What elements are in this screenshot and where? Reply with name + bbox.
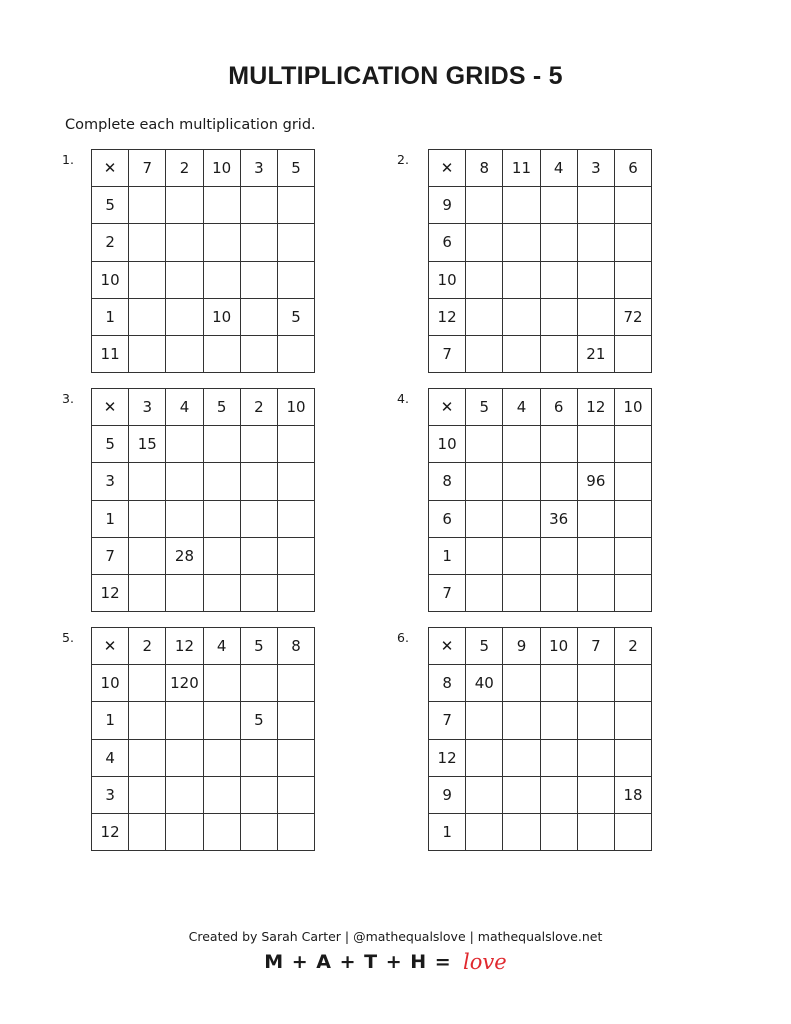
answer-cell-blank[interactable] — [166, 298, 203, 335]
column-header: 8 — [466, 150, 503, 187]
answer-cell-given: 5 — [277, 298, 314, 335]
answer-cell-blank[interactable] — [466, 187, 503, 224]
answer-cell-blank[interactable] — [466, 702, 503, 739]
multiplication-grid — [428, 149, 652, 373]
grid-row — [429, 702, 652, 739]
grid-row — [92, 665, 315, 702]
answer-cell-given: 36 — [540, 500, 577, 537]
answer-cell-blank[interactable] — [166, 500, 203, 537]
column-header: 5 — [466, 389, 503, 426]
column-header: 10 — [614, 389, 651, 426]
grid-row — [92, 224, 315, 261]
answer-cell-blank[interactable] — [203, 776, 240, 813]
answer-cell-blank[interactable] — [166, 261, 203, 298]
grid-row — [92, 813, 315, 850]
grid-header-row — [429, 389, 652, 426]
column-header: 9 — [503, 628, 540, 665]
column-header: 2 — [240, 389, 277, 426]
answer-cell-blank[interactable] — [540, 665, 577, 702]
problem-number: 6. — [397, 630, 409, 645]
grid-row — [429, 335, 652, 372]
page-title: MULTIPLICATION GRIDS - 5 — [228, 62, 563, 90]
answer-cell-blank[interactable] — [503, 426, 540, 463]
answer-cell-blank[interactable] — [503, 463, 540, 500]
answer-cell-blank[interactable] — [577, 298, 614, 335]
row-header: 1 — [92, 500, 129, 537]
row-header: 2 — [92, 224, 129, 261]
answer-cell-blank[interactable] — [466, 426, 503, 463]
answer-cell-blank[interactable] — [240, 187, 277, 224]
grid-row — [92, 574, 315, 611]
grid-row — [92, 739, 315, 776]
answer-cell-blank[interactable] — [240, 261, 277, 298]
answer-cell-blank[interactable] — [240, 665, 277, 702]
answer-cell-blank[interactable] — [240, 813, 277, 850]
answer-cell-blank[interactable] — [466, 335, 503, 372]
answer-cell-blank[interactable] — [503, 224, 540, 261]
answer-cell-blank[interactable] — [577, 500, 614, 537]
answer-cell-blank[interactable] — [540, 574, 577, 611]
column-header: 2 — [166, 150, 203, 187]
row-header: 1 — [92, 702, 129, 739]
answer-cell-blank[interactable] — [577, 702, 614, 739]
answer-cell-blank[interactable] — [240, 426, 277, 463]
grid-row — [429, 224, 652, 261]
answer-cell-blank[interactable] — [240, 776, 277, 813]
grid-row — [92, 500, 315, 537]
answer-cell-blank[interactable] — [466, 298, 503, 335]
answer-cell-blank[interactable] — [466, 739, 503, 776]
answer-cell-blank[interactable] — [203, 574, 240, 611]
answer-cell-blank[interactable] — [166, 813, 203, 850]
answer-cell-blank[interactable] — [466, 224, 503, 261]
column-header: 3 — [240, 150, 277, 187]
answer-cell-blank[interactable] — [614, 813, 651, 850]
row-header: 12 — [92, 813, 129, 850]
column-header: 2 — [614, 628, 651, 665]
answer-cell-blank[interactable] — [166, 426, 203, 463]
answer-cell-blank[interactable] — [166, 335, 203, 372]
answer-cell-blank[interactable] — [577, 187, 614, 224]
answer-cell-blank[interactable] — [240, 739, 277, 776]
grid-row — [92, 261, 315, 298]
answer-cell-blank[interactable] — [240, 500, 277, 537]
column-header: 5 — [466, 628, 503, 665]
answer-cell-blank[interactable] — [240, 574, 277, 611]
column-header: 4 — [203, 628, 240, 665]
row-header: 7 — [429, 702, 466, 739]
column-header: 10 — [277, 389, 314, 426]
answer-cell-blank[interactable] — [540, 426, 577, 463]
answer-cell-blank[interactable] — [503, 537, 540, 574]
problem-number: 2. — [397, 152, 409, 167]
answer-cell-blank[interactable] — [129, 224, 166, 261]
column-header: 7 — [129, 150, 166, 187]
answer-cell-blank[interactable] — [540, 261, 577, 298]
grid-row — [429, 463, 652, 500]
answer-cell-blank[interactable] — [166, 776, 203, 813]
row-header: 8 — [429, 463, 466, 500]
row-header: 4 — [92, 739, 129, 776]
multiplication-grid — [91, 149, 315, 373]
problem-number: 1. — [62, 152, 74, 167]
grid-row — [92, 426, 315, 463]
answer-cell-blank[interactable] — [166, 187, 203, 224]
answer-cell-given: 72 — [614, 298, 651, 335]
grid-row — [429, 187, 652, 224]
grid-header-row — [92, 389, 315, 426]
column-header: 5 — [277, 150, 314, 187]
answer-cell-blank[interactable] — [203, 813, 240, 850]
answer-cell-blank[interactable] — [240, 537, 277, 574]
answer-cell-blank[interactable] — [540, 776, 577, 813]
answer-cell-blank[interactable] — [614, 665, 651, 702]
answer-cell-blank[interactable] — [614, 739, 651, 776]
answer-cell-blank[interactable] — [203, 702, 240, 739]
column-header: 4 — [503, 389, 540, 426]
problem-number: 3. — [62, 391, 74, 406]
answer-cell-blank[interactable] — [614, 335, 651, 372]
answer-cell-blank[interactable] — [129, 500, 166, 537]
answer-cell-blank[interactable] — [240, 463, 277, 500]
answer-cell-blank[interactable] — [614, 426, 651, 463]
grid-row — [429, 813, 652, 850]
row-header: 5 — [92, 187, 129, 224]
answer-cell-blank[interactable] — [466, 500, 503, 537]
answer-cell-blank[interactable] — [503, 702, 540, 739]
answer-cell-blank[interactable] — [129, 537, 166, 574]
row-header: 7 — [92, 537, 129, 574]
answer-cell-given: 18 — [614, 776, 651, 813]
column-header: 8 — [277, 628, 314, 665]
answer-cell-blank[interactable] — [277, 224, 314, 261]
multiply-icon: ✕ — [429, 150, 466, 187]
answer-cell-blank[interactable] — [503, 298, 540, 335]
answer-cell-blank[interactable] — [129, 665, 166, 702]
answer-cell-blank[interactable] — [540, 813, 577, 850]
logo-love-word: love — [462, 950, 507, 974]
problem-number: 4. — [397, 391, 409, 406]
answer-cell-blank[interactable] — [614, 224, 651, 261]
row-header: 10 — [429, 426, 466, 463]
answer-cell-blank[interactable] — [277, 574, 314, 611]
column-header: 11 — [503, 150, 540, 187]
answer-cell-blank[interactable] — [203, 224, 240, 261]
answer-cell-blank[interactable] — [503, 335, 540, 372]
column-header: 6 — [614, 150, 651, 187]
grid-row — [92, 463, 315, 500]
answer-cell-blank[interactable] — [277, 537, 314, 574]
multiplication-grid — [428, 627, 652, 851]
grid-row — [429, 426, 652, 463]
answer-cell-blank[interactable] — [277, 739, 314, 776]
answer-cell-blank[interactable] — [503, 574, 540, 611]
answer-cell-blank[interactable] — [577, 537, 614, 574]
answer-cell-blank[interactable] — [277, 426, 314, 463]
answer-cell-blank[interactable] — [129, 298, 166, 335]
column-header: 12 — [577, 389, 614, 426]
answer-cell-blank[interactable] — [577, 426, 614, 463]
answer-cell-blank[interactable] — [503, 187, 540, 224]
answer-cell-blank[interactable] — [277, 813, 314, 850]
grid-row — [429, 574, 652, 611]
answer-cell-blank[interactable] — [203, 187, 240, 224]
answer-cell-blank[interactable] — [129, 187, 166, 224]
grid-row — [92, 537, 315, 574]
row-header: 6 — [429, 224, 466, 261]
answer-cell-blank[interactable] — [203, 426, 240, 463]
row-header: 10 — [429, 261, 466, 298]
answer-cell-blank[interactable] — [203, 261, 240, 298]
grid-row — [92, 702, 315, 739]
answer-cell-blank[interactable] — [577, 224, 614, 261]
row-header: 8 — [429, 665, 466, 702]
answer-cell-blank[interactable] — [577, 776, 614, 813]
answer-cell-blank[interactable] — [203, 739, 240, 776]
row-header: 10 — [92, 665, 129, 702]
answer-cell-blank[interactable] — [129, 261, 166, 298]
row-header: 12 — [429, 739, 466, 776]
answer-cell-blank[interactable] — [577, 261, 614, 298]
answer-cell-blank[interactable] — [240, 335, 277, 372]
answer-cell-blank[interactable] — [540, 224, 577, 261]
row-header: 11 — [92, 335, 129, 372]
answer-cell-blank[interactable] — [203, 500, 240, 537]
grid-row — [92, 298, 315, 335]
answer-cell-blank[interactable] — [129, 574, 166, 611]
column-header: 7 — [577, 628, 614, 665]
answer-cell-blank[interactable] — [503, 261, 540, 298]
answer-cell-blank[interactable] — [277, 665, 314, 702]
grid-row — [92, 187, 315, 224]
answer-cell-blank[interactable] — [203, 537, 240, 574]
answer-cell-given: 28 — [166, 537, 203, 574]
multiplication-grid — [91, 388, 315, 612]
answer-cell-blank[interactable] — [240, 224, 277, 261]
answer-cell-given: 21 — [577, 335, 614, 372]
answer-cell-blank[interactable] — [277, 500, 314, 537]
multiplication-grid — [91, 627, 315, 851]
answer-cell-blank[interactable] — [466, 463, 503, 500]
grid-row — [429, 665, 652, 702]
answer-cell-blank[interactable] — [129, 702, 166, 739]
answer-cell-blank[interactable] — [503, 665, 540, 702]
footer-credit: Created by Sarah Carter | @mathequalslove | mathequalslove.net — [188, 929, 603, 944]
answer-cell-blank[interactable] — [166, 739, 203, 776]
answer-cell-blank[interactable] — [203, 335, 240, 372]
row-header: 1 — [429, 537, 466, 574]
grid-header-row — [92, 150, 315, 187]
answer-cell-blank[interactable] — [577, 739, 614, 776]
column-header: 5 — [240, 628, 277, 665]
answer-cell-blank[interactable] — [614, 187, 651, 224]
answer-cell-blank[interactable] — [540, 187, 577, 224]
answer-cell-blank[interactable] — [503, 813, 540, 850]
answer-cell-given: 96 — [577, 463, 614, 500]
answer-cell-blank[interactable] — [540, 702, 577, 739]
answer-cell-blank[interactable] — [614, 463, 651, 500]
answer-cell-blank[interactable] — [277, 335, 314, 372]
answer-cell-blank[interactable] — [614, 574, 651, 611]
answer-cell-blank[interactable] — [503, 739, 540, 776]
answer-cell-blank[interactable] — [503, 500, 540, 537]
row-header: 5 — [92, 426, 129, 463]
answer-cell-blank[interactable] — [466, 574, 503, 611]
answer-cell-blank[interactable] — [166, 224, 203, 261]
column-header: 12 — [166, 628, 203, 665]
answer-cell-blank[interactable] — [466, 813, 503, 850]
answer-cell-blank[interactable] — [277, 702, 314, 739]
answer-cell-blank[interactable] — [166, 574, 203, 611]
answer-cell-given: 15 — [129, 426, 166, 463]
answer-cell-blank[interactable] — [277, 187, 314, 224]
row-header: 1 — [92, 298, 129, 335]
answer-cell-blank[interactable] — [540, 537, 577, 574]
answer-cell-blank[interactable] — [466, 776, 503, 813]
answer-cell-blank[interactable] — [277, 776, 314, 813]
grid-row — [429, 739, 652, 776]
answer-cell-blank[interactable] — [540, 463, 577, 500]
multiply-icon: ✕ — [429, 628, 466, 665]
answer-cell-blank[interactable] — [129, 739, 166, 776]
multiply-icon: ✕ — [429, 389, 466, 426]
multiply-icon: ✕ — [92, 150, 129, 187]
answer-cell-blank[interactable] — [466, 261, 503, 298]
math-equals-love-logo — [0, 949, 791, 975]
answer-cell-blank[interactable] — [614, 702, 651, 739]
row-header: 3 — [92, 776, 129, 813]
row-header: 9 — [429, 187, 466, 224]
grid-row — [92, 335, 315, 372]
logo-letters: M + A + T + H = — [264, 951, 452, 973]
answer-cell-blank[interactable] — [277, 463, 314, 500]
instructions: Complete each multiplication grid. — [65, 117, 316, 133]
grid-header-row — [429, 628, 652, 665]
answer-cell-blank[interactable] — [129, 813, 166, 850]
row-header: 3 — [92, 463, 129, 500]
answer-cell-blank[interactable] — [240, 298, 277, 335]
answer-cell-blank[interactable] — [466, 537, 503, 574]
grid-header-row — [429, 150, 652, 187]
column-header: 3 — [577, 150, 614, 187]
answer-cell-blank[interactable] — [503, 776, 540, 813]
answer-cell-blank[interactable] — [129, 335, 166, 372]
grid-row — [429, 261, 652, 298]
answer-cell-blank[interactable] — [614, 500, 651, 537]
answer-cell-blank[interactable] — [129, 776, 166, 813]
row-header: 7 — [429, 335, 466, 372]
multiply-icon: ✕ — [92, 628, 129, 665]
row-header: 7 — [429, 574, 466, 611]
row-header: 1 — [429, 813, 466, 850]
answer-cell-given: 5 — [240, 702, 277, 739]
row-header: 12 — [92, 574, 129, 611]
answer-cell-given: 40 — [466, 665, 503, 702]
row-header: 9 — [429, 776, 466, 813]
row-header: 12 — [429, 298, 466, 335]
row-header: 10 — [92, 261, 129, 298]
logo-love-script — [461, 949, 527, 975]
multiplication-grid — [428, 388, 652, 612]
grid-row — [429, 298, 652, 335]
answer-cell-blank[interactable] — [166, 463, 203, 500]
answer-cell-blank[interactable] — [540, 335, 577, 372]
column-header: 4 — [166, 389, 203, 426]
column-header: 10 — [540, 628, 577, 665]
grid-row — [429, 500, 652, 537]
answer-cell-blank[interactable] — [614, 537, 651, 574]
answer-cell-blank[interactable] — [540, 298, 577, 335]
answer-cell-given: 10 — [203, 298, 240, 335]
answer-cell-blank[interactable] — [577, 574, 614, 611]
column-header: 2 — [129, 628, 166, 665]
column-header: 10 — [203, 150, 240, 187]
answer-cell-blank[interactable] — [129, 463, 166, 500]
answer-cell-blank[interactable] — [277, 261, 314, 298]
multiply-icon: ✕ — [92, 389, 129, 426]
grid-row — [429, 537, 652, 574]
column-header: 5 — [203, 389, 240, 426]
grid-row — [92, 776, 315, 813]
grid-row — [429, 776, 652, 813]
row-header: 6 — [429, 500, 466, 537]
answer-cell-blank[interactable] — [166, 702, 203, 739]
column-header: 6 — [540, 389, 577, 426]
column-header: 3 — [129, 389, 166, 426]
answer-cell-blank[interactable] — [203, 463, 240, 500]
answer-cell-blank[interactable] — [540, 739, 577, 776]
answer-cell-given: 120 — [166, 665, 203, 702]
problem-number: 5. — [62, 630, 74, 645]
answer-cell-blank[interactable] — [614, 261, 651, 298]
grid-header-row — [92, 628, 315, 665]
answer-cell-blank[interactable] — [577, 665, 614, 702]
answer-cell-blank[interactable] — [577, 813, 614, 850]
column-header: 4 — [540, 150, 577, 187]
answer-cell-blank[interactable] — [203, 665, 240, 702]
